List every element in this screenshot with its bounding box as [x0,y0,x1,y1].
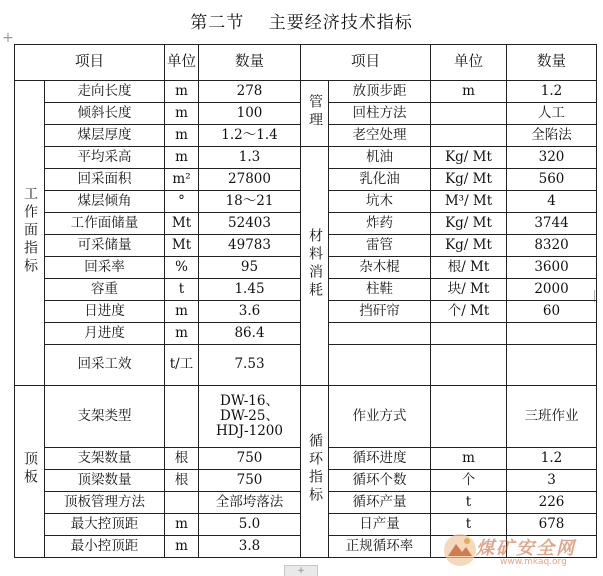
right-qty-cell: 人工 [507,103,597,125]
right-qty-cell: 560 [507,169,597,191]
group-management-text: 管理 [307,93,323,130]
left-unit-cell: Mt [165,235,199,257]
right-item-cell: 放顶步距 [329,81,431,103]
add-row-icon[interactable]: + [2,30,14,46]
right-unit-cell [431,125,507,147]
left-unit-cell: 根 [165,447,199,469]
left-item-cell: 顶板管理方法 [45,491,165,513]
left-item-cell: 月进度 [45,323,165,345]
right-qty-cell: 三班作业 [507,385,597,447]
right-item-cell: 作业方式 [329,385,431,447]
right-qty-cell: 全陷法 [507,125,597,147]
group-management [301,81,329,147]
right-item-cell: 日产量 [329,513,431,535]
group-cycle [301,385,329,557]
table-row [15,81,597,103]
left-unit-cell: m [165,301,199,323]
right-unit-cell: 块/ Mt [431,279,507,301]
right-item-cell: 循环进度 [329,447,431,469]
right-unit-cell: Kg/ Mt [431,235,507,257]
table-header-row [15,45,597,81]
left-unit-cell: t/工 [165,345,199,385]
right-item-cell: 机油 [329,147,431,169]
table-resize-handle[interactable]: + [284,565,318,576]
left-unit-cell: m [165,81,199,103]
right-item-cell: 循环个数 [329,469,431,491]
right-qty-cell: 4 [507,191,597,213]
right-qty-cell: 60 [507,301,597,323]
right-qty-cell: 1.2 [507,447,597,469]
left-unit-cell: ° [165,191,199,213]
left-item-cell: 回采面积 [45,169,165,191]
group-work-face-text: 工作面指标 [22,185,38,276]
left-unit-cell: Mt [165,213,199,235]
left-qty-cell: 5.0 [199,513,301,535]
table-row [15,385,597,447]
left-unit-cell: m [165,103,199,125]
header-unit: 单位 [165,45,199,81]
table-body [15,45,597,558]
right-unit-cell: Kg/ Mt [431,213,507,235]
right-unit-cell [431,103,507,125]
right-empty-cell [329,345,431,385]
right-unit-cell: M³/ Mt [431,191,507,213]
right-empty-cell [431,323,507,345]
left-unit-cell: m [165,323,199,345]
header-item: 项目 [15,45,165,81]
left-item-cell: 倾斜长度 [45,103,165,125]
right-qty-cell: 3600 [507,257,597,279]
left-qty-cell: 全部垮落法 [199,491,301,513]
left-qty-cell: 1.45 [199,279,301,301]
right-item-cell: 雷管 [329,235,431,257]
left-qty-cell: 3.8 [199,535,301,557]
right-qty-cell: 226 [507,491,597,513]
left-unit-cell: m² [165,169,199,191]
right-qty-cell: 3744 [507,213,597,235]
economic-indicators-table [14,44,597,558]
watermark-logo-icon [440,530,480,570]
left-qty-cell: 7.53 [199,345,301,385]
left-item-cell: 日进度 [45,301,165,323]
right-item-cell: 乳化油 [329,169,431,191]
right-unit-cell: 根/ Mt [431,257,507,279]
left-qty-cell: DW-16、 DW-25、 HDJ-1200 [199,385,301,447]
left-qty-cell: 100 [199,103,301,125]
right-empty-cell [507,345,597,385]
right-item-cell: 炸药 [329,213,431,235]
left-item-cell: 容重 [45,279,165,301]
left-item-cell: 最大控顶距 [45,513,165,535]
left-item-cell: 可采储量 [45,235,165,257]
group-cycle-text: 循环指标 [307,433,323,506]
left-unit-cell [165,491,199,513]
left-unit-cell: m [165,535,199,557]
left-item-cell: 顶梁数量 [45,469,165,491]
left-item-cell: 支架数量 [45,447,165,469]
left-qty-cell: 95 [199,257,301,279]
right-qty-cell: 678 [507,513,597,535]
left-qty-cell: 750 [199,469,301,491]
watermark-url: www.mkaq.org [500,557,567,567]
left-qty-cell: 1.3 [199,147,301,169]
right-qty-cell: 320 [507,147,597,169]
left-qty-cell: 27800 [199,169,301,191]
left-qty-cell: 52403 [199,213,301,235]
left-item-cell: 工作面储量 [45,213,165,235]
group-roof [15,385,45,557]
watermark [440,530,600,574]
right-unit-cell: m [431,81,507,103]
right-unit-cell [431,385,507,447]
right-unit-cell: 个/ Mt [431,301,507,323]
left-item-cell: 煤层倾角 [45,191,165,213]
left-qty-cell: 278 [199,81,301,103]
left-item-cell: 回采率 [45,257,165,279]
left-unit-cell: m [165,147,199,169]
left-item-cell: 回采工效 [45,345,165,385]
header-qty: 数量 [199,45,301,81]
right-qty-cell: 8320 [507,235,597,257]
right-empty-cell [431,345,507,385]
table-row [15,147,597,169]
right-unit-cell: t [431,513,507,535]
right-item-cell: 柱鞋 [329,279,431,301]
left-item-cell: 平均采高 [45,147,165,169]
left-item-cell: 最小控顶距 [45,535,165,557]
right-qty-cell: 2000 [507,279,597,301]
right-qty-cell: 1.2 [507,81,597,103]
left-unit-cell: m [165,513,199,535]
right-unit-cell: Kg/ Mt [431,169,507,191]
right-item-cell: 回柱方法 [329,103,431,125]
right-unit-cell: t [431,491,507,513]
left-qty-cell: 86.4 [199,323,301,345]
left-item-cell: 煤层厚度 [45,125,165,147]
left-item-cell: 支架类型 [45,385,165,447]
group-roof-text: 顶板 [22,451,38,488]
left-unit-cell: 根 [165,469,199,491]
right-item-cell: 正规循环率 [329,535,431,557]
right-unit-cell: 个 [431,469,507,491]
right-empty-cell [507,323,597,345]
left-unit-cell: t [165,279,199,301]
header-item-right: 项目 [301,45,431,81]
header-qty-right: 数量 [507,45,597,81]
watermark-name: 煤矿安全网 [476,538,576,559]
right-unit-cell: Kg/ Mt [431,147,507,169]
left-item-cell: 走向长度 [45,81,165,103]
left-qty-cell: 750 [199,447,301,469]
header-unit-right: 单位 [431,45,507,81]
right-empty-cell [329,323,431,345]
left-qty-cell: 49783 [199,235,301,257]
left-qty-cell: 18～21 [199,191,301,213]
right-item-cell: 坑木 [329,191,431,213]
left-unit-cell [165,385,199,447]
group-materials-text: 材料消耗 [307,227,323,300]
right-item-cell: 老空处理 [329,125,431,147]
right-item-cell: 挡矸帘 [329,301,431,323]
group-work-face [15,81,45,385]
right-item-cell: 杂木棍 [329,257,431,279]
left-qty-cell: 1.2～1.4 [199,125,301,147]
right-qty-cell: 3 [507,469,597,491]
left-qty-cell: 3.6 [199,301,301,323]
right-unit-cell: m [431,447,507,469]
right-item-cell: 循环产量 [329,491,431,513]
group-materials [301,147,329,385]
left-unit-cell: m [165,125,199,147]
page-title: 第二节 主要经济技术指标 [190,13,413,33]
left-unit-cell: % [165,257,199,279]
